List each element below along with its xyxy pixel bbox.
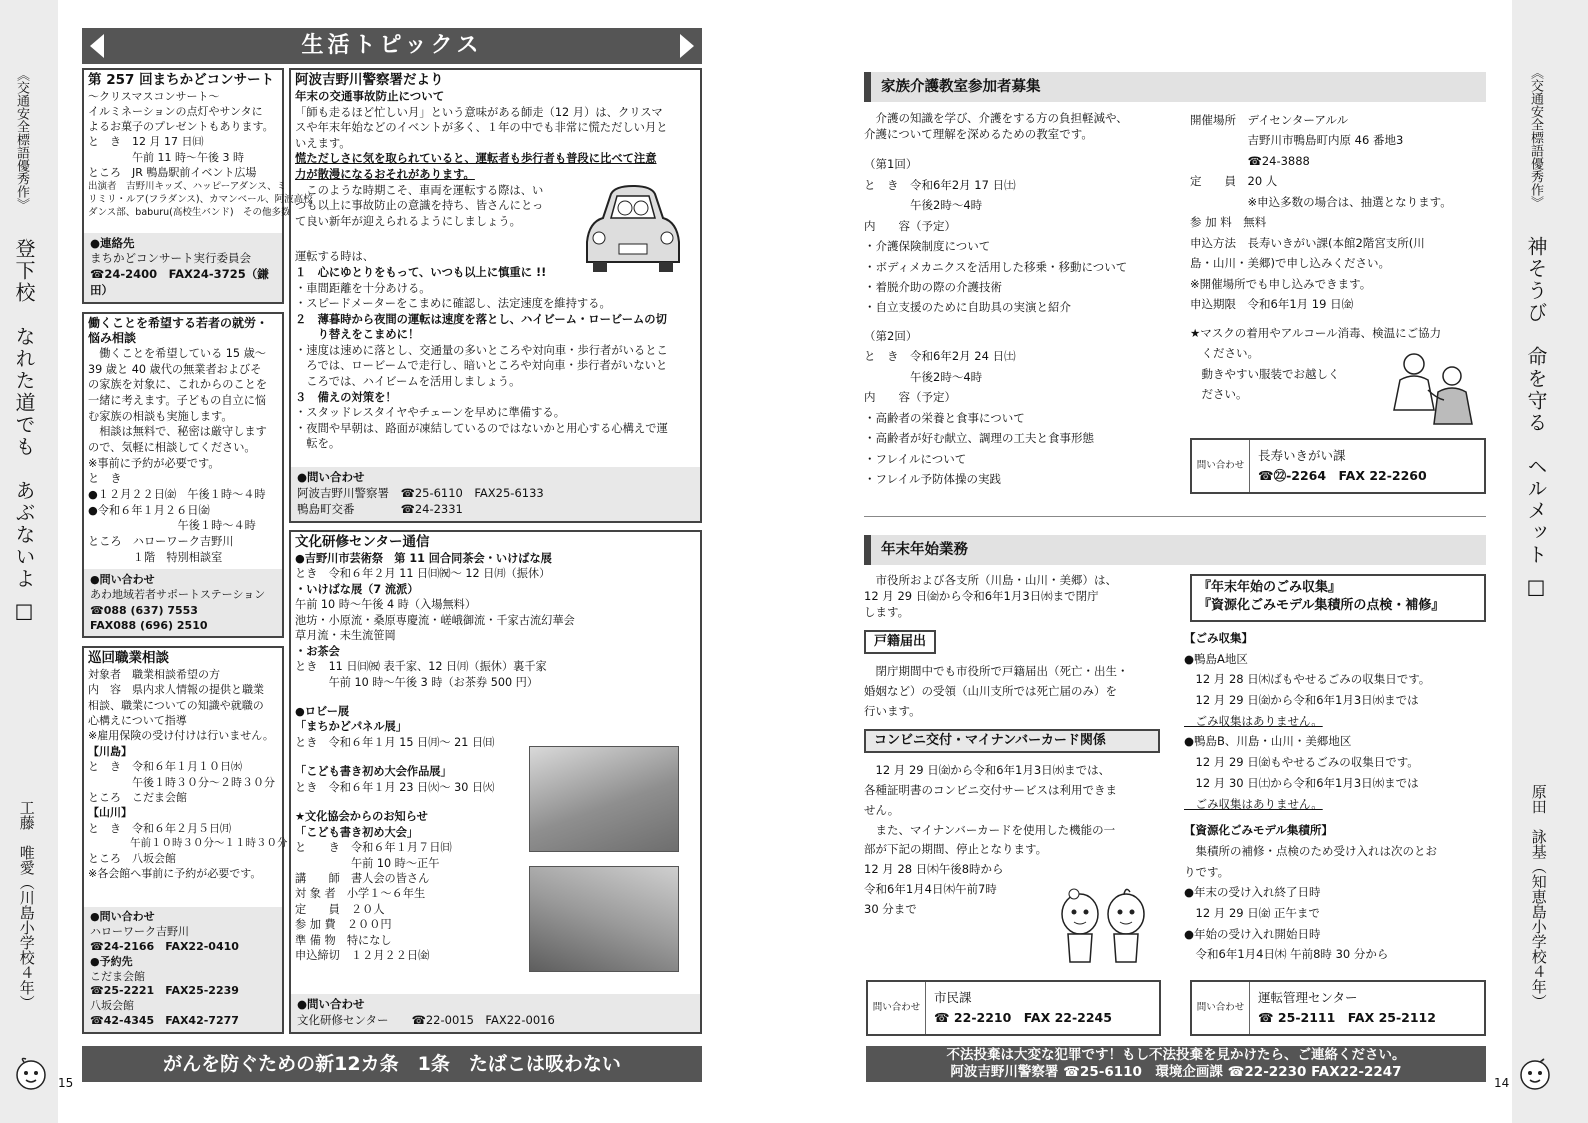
section-banner bbox=[82, 28, 702, 64]
police-line: いえます。 bbox=[295, 136, 351, 150]
job-line: 内 容 県内求人情報の提供と職業 bbox=[88, 683, 264, 697]
koseki-line: 婚姻など）の受領（山川支所では死亡届のみ）を bbox=[864, 684, 1117, 699]
shimin-contact-box bbox=[866, 980, 1161, 1036]
care-detail: 吉野川市鴨島町内原 46 番地3 bbox=[1190, 133, 1404, 148]
gomi-line: 12 月 28 日㈭ばもやせるごみの収集日です。 bbox=[1184, 672, 1431, 687]
right-author: 原田 詠基（知恵島小学校４年） bbox=[1529, 784, 1548, 1009]
care-line: 午後2時～4時 bbox=[864, 198, 983, 213]
conv-line: 12 月 28 日㈭午後8時から bbox=[864, 862, 1004, 877]
culture-line: ●吉野川市芸術祭 第 11 回合同茶会・いけばな展 bbox=[295, 551, 552, 565]
youth-line: む家族の相談も実施します。 bbox=[88, 409, 233, 423]
right-sidebar-title: 《交通安全標語優秀作》 bbox=[1527, 66, 1543, 209]
culture-article bbox=[289, 530, 702, 1034]
car-illustration-icon bbox=[581, 182, 685, 278]
police-point: 運転する時は、 bbox=[295, 250, 375, 264]
section-divider bbox=[864, 516, 1486, 517]
concert-line: リミリ・ルア(フラダンス)、カマンベール、阿波高校 bbox=[88, 194, 313, 206]
job-line: 【山川】 bbox=[88, 806, 132, 820]
care-notice: 動きやすい服装でお越しく bbox=[1190, 366, 1340, 381]
gomi-line: ごみ収集はありません。 bbox=[1184, 796, 1323, 811]
police-point: ころでは、ハイビームを活用しましょう。 bbox=[295, 374, 521, 388]
culture-lobby-line: 対 象 者 小学１～６年生 bbox=[295, 887, 426, 901]
job-article bbox=[82, 646, 288, 1034]
care-line: ・着脱介助の際の介護技術 bbox=[864, 280, 1002, 294]
youth-article bbox=[82, 312, 284, 638]
culture-lobby-line: 参 加 費 ２００円 bbox=[295, 918, 392, 932]
care-detail: 定 員 20 人 bbox=[1190, 174, 1278, 189]
care-detail: ※申込多数の場合は、抽選となります。 bbox=[1190, 194, 1452, 209]
culture-lobby-line: 申込締切 １２月２２日㈮ bbox=[295, 949, 430, 963]
police-point: ・速度は速めに落とし、交通量の多いところや対向車・歩行者がいるとこ bbox=[295, 343, 668, 357]
police-line: つも以上に事故防止の意識を持ち、皆さんにとっ bbox=[295, 199, 544, 213]
culture-lobby-line: ●ロビー展 bbox=[295, 704, 350, 718]
youth-line: ところ ハローワーク吉野川 bbox=[88, 535, 234, 549]
concert-line: ダンス部、baburu(高校生バンド) その他多数 bbox=[88, 207, 291, 219]
gomi-line: 令和6年1月4日㈭ 午前8時 30 分から bbox=[1184, 947, 1389, 962]
care-line: ・高齢者が好む献立、調理の工夫と食事形態 bbox=[864, 431, 1094, 446]
care-notice: ★マスクの着用やアルコール消毒、検温にご協力 bbox=[1190, 325, 1442, 340]
calligraphy-event-photo bbox=[529, 866, 679, 972]
newyear-heading: 年末年始業務 bbox=[864, 535, 1486, 565]
youth-contact: ●問い合わせ あわ地域若者サポートステーション ☎088 (637) 7553 FAX088 (696) 2510 bbox=[84, 569, 282, 636]
police-subtitle: 年末の交通事故防止について bbox=[295, 88, 445, 103]
youth-line: 39 歳と 40 歳代の無業者およびそ bbox=[88, 362, 262, 376]
right-slogan: 神そうび 命を守る ヘルメット □ bbox=[1524, 236, 1548, 601]
conv-line: 各種証明書のコンビニ交付サービスは利用できま bbox=[864, 783, 1117, 798]
conv-line: 30 分まで bbox=[864, 901, 917, 916]
panel-exhibition-photo bbox=[529, 746, 679, 852]
youth-line: 一緒に考えます。子どもの自立に悩 bbox=[88, 394, 267, 408]
culture-contact: ●問い合わせ 文化研修センター ☎22-0015 FAX22-0016 bbox=[291, 994, 700, 1032]
caregiver-illustration-icon bbox=[1378, 350, 1482, 430]
job-line: 心構えについて指導 bbox=[88, 714, 187, 728]
culture-line: 草月流・未生流笹岡 bbox=[295, 629, 396, 643]
culture-lobby-line: 午前 10 時～正午 bbox=[295, 856, 440, 870]
job-line: と き 令和６年２月５日㈪ bbox=[88, 821, 231, 835]
concert-line: と き 12 月 17 日㈰ bbox=[88, 135, 204, 149]
culture-line: とき 令和６年２月 11 日㈰㈷～ 12 日㈪（振休） bbox=[295, 567, 551, 581]
gomi-title-box bbox=[1190, 574, 1486, 622]
police-point: １ 心にゆとりをもって、いつも以上に慎重に !! bbox=[295, 265, 547, 279]
job-line: ところ こだま会館 bbox=[88, 791, 187, 804]
banner-right-arrow-icon bbox=[680, 34, 694, 58]
contact-name: 運転管理センター bbox=[1258, 990, 1358, 1005]
care-left-column bbox=[864, 110, 1174, 500]
banner-title: 生活トピックス bbox=[301, 33, 483, 58]
police-point: 転を。 bbox=[295, 437, 341, 451]
gomi-title-line: 『年末年始のごみ収集』 bbox=[1198, 580, 1342, 595]
care-notice: ださい。 bbox=[1190, 387, 1248, 402]
youth-line: と き bbox=[88, 472, 122, 486]
job-line: と き 令和６年１月１０日㈬ bbox=[88, 760, 242, 774]
police-point: り替えをこまめに！ bbox=[295, 328, 420, 342]
concert-line: 午前 11 時～午後 3 時 bbox=[88, 150, 244, 164]
concert-article bbox=[82, 68, 313, 304]
care-line: 午後2時～4時 bbox=[864, 369, 983, 384]
gomi-line: ●年末の受け入れ終了日時 bbox=[1184, 885, 1321, 900]
conv-line: また、マイナンバーカードを使用した機能の一 bbox=[864, 822, 1116, 837]
contact-name: 市民課 bbox=[934, 990, 972, 1005]
culture-lobby-line: 講 師 書人会の皆さん bbox=[295, 872, 430, 886]
care-line: （第1回） bbox=[864, 157, 918, 172]
contact-phone: ☎ 25-2111 FAX 25-2112 bbox=[1258, 1010, 1436, 1025]
left-sidebar-title: 《交通安全標語優秀作》 bbox=[13, 68, 29, 211]
concert-line: よるお菓子のプレゼントもあります。 bbox=[88, 120, 274, 134]
footer-line: 不法投棄は大変な犯罪です！もし不法投棄を見かけたら、ご連絡ください。 bbox=[946, 1047, 1406, 1063]
police-contact: ●問い合わせ 阿波吉野川警察署 ☎25-6110 FAX25-6133 鴨島町交番 ☎24-2331 bbox=[291, 467, 700, 521]
police-point: ・スタッドレスタイヤやチェーンを早めに準備する。 bbox=[295, 406, 565, 420]
care-detail: 申込期限 令和6年1月 19 日㈮ bbox=[1190, 297, 1354, 312]
contact-phone: ☎㉒-2264 FAX 22-2260 bbox=[1258, 468, 1427, 483]
koseki-line: 行います。 bbox=[864, 703, 921, 718]
concert-line: ～クリスマスコンサート～ bbox=[88, 89, 220, 103]
gomi-line: 集積所の補修・点検のため受け入れは次のとお bbox=[1184, 843, 1437, 858]
unten-contact-box bbox=[1190, 980, 1486, 1036]
gomi-line: 【ごみ収集】 bbox=[1184, 631, 1253, 645]
gomi-line: 【資源化ごみモデル集積所】 bbox=[1184, 823, 1333, 838]
care-line: 介護について理解を深めるための教室です。 bbox=[864, 127, 1093, 142]
left-slogan: 登下校 なれた道でも あぶないよ □ bbox=[12, 238, 36, 625]
police-title: 阿波吉野川警察署だより bbox=[295, 72, 444, 88]
conv-tag: コンビニ交付・マイナンバーカード関係 bbox=[864, 729, 1160, 753]
care-heading: 家族介護教室参加者募集 bbox=[864, 72, 1486, 102]
police-point: ３ 備えの対策を！ bbox=[295, 390, 397, 404]
concert-contact: ●連絡先 まちかどコンサート実行委員会 ☎24-2400 FAX24-3725（鎌田） bbox=[84, 233, 282, 302]
job-line: 午前１０時３０分～１１時３０分 bbox=[88, 837, 288, 850]
culture-lobby-line: 定 員 ２０人 bbox=[295, 902, 385, 916]
care-detail: 開催場所 デイセンターアルル bbox=[1190, 113, 1349, 127]
concert-title: 第 257 回まちかどコンサート bbox=[88, 72, 275, 88]
care-line: 介護の知識を学び、介護をする方の負担軽減や、 bbox=[864, 111, 1128, 125]
care-detail: 島・山川・美郷)で申し込みください。 bbox=[1190, 256, 1390, 271]
newyear-line: します。 bbox=[864, 605, 910, 620]
conv-line: 12 月 29 日㈮から令和6年1月3日㈬までは、 bbox=[864, 763, 1111, 778]
newyear-line: 市役所および各支所（川島・山川・美郷）は、 bbox=[864, 573, 1117, 587]
culture-line: 午前 10 時～午後 4 時（入場無料） bbox=[295, 598, 477, 612]
youth-line: 午後１時～４時 bbox=[88, 519, 256, 533]
mascot-icon bbox=[14, 1055, 48, 1091]
culture-lobby-line: と き 令和６年１月７日㈰ bbox=[295, 841, 452, 855]
job-line: ※雇用保険の受け付けは行いません。 bbox=[88, 729, 274, 743]
police-point: ・スピードメーターをこまめに確認し、法定速度を維持する。 bbox=[295, 297, 611, 311]
youth-line: ●令和６年１月２６日㈮ bbox=[88, 503, 210, 517]
gomi-line: 12 月 29 日㈮ 正午まで bbox=[1184, 905, 1320, 920]
police-line: 「師も走るほど忙しい月」という意味がある師走（12 月）は、クリスマ bbox=[295, 105, 663, 119]
gomi-line: ●鴨島B、川島・山川・美郷地区 bbox=[1184, 734, 1352, 749]
care-detail: 申込方法 長寿いきがい課(本館2階宮支所(川 bbox=[1190, 235, 1425, 250]
culture-line: ・いけばな展（7 流派） bbox=[295, 582, 419, 596]
youth-line: ※事前に予約が必要です。 bbox=[88, 456, 220, 470]
newyear-line: 12 月 29 日㈮から令和6年1月3日㈬まで閉庁 bbox=[864, 589, 1099, 604]
culture-lobby-line: 「こども書き初め大会」 bbox=[295, 825, 419, 839]
concert-line: 出演者 吉野川キッズ、ハッピーアダンス、ミ bbox=[88, 180, 287, 192]
care-notice: ください。 bbox=[1190, 346, 1259, 361]
gomi-line: りです。 bbox=[1184, 864, 1230, 879]
job-contact: ●問い合わせ ハローワーク吉野川 ☎24-2166 FAX22-0410 ●予約先 こだま会館 ☎25-2221 FAX25-2239 八坂会館 ☎42-4345 FAX42-7277 bbox=[84, 907, 282, 1032]
right-sidebar bbox=[1512, 0, 1588, 1123]
care-line: ・自立支援のために自助具の実演と紹介 bbox=[864, 300, 1071, 315]
conv-line: 令和6年1月4日㈭午前7時 bbox=[864, 881, 997, 896]
banner-left-arrow-icon bbox=[90, 34, 104, 58]
job-title: 巡回職業相談 bbox=[88, 650, 169, 666]
contact-label: 問い合わせ bbox=[1192, 440, 1250, 492]
care-line: 内 容（予定） bbox=[864, 390, 956, 405]
gomi-column bbox=[1184, 628, 1486, 968]
youth-line: の家族を対象に、これからのことを bbox=[88, 378, 268, 392]
gomi-title-line: 『資源化ごみモデル集積所の点検・補修』 bbox=[1198, 598, 1445, 614]
police-point: ・夜間や早朝は、路面が凍結しているのではないかと用心する心構えで運 bbox=[295, 421, 668, 435]
youth-title: 働くことを希望する若者の就労・悩み相談 bbox=[88, 316, 269, 345]
job-line: ※各会館へ事前に予約が必要です。 bbox=[88, 867, 262, 881]
gomi-line: ●年始の受け入れ開始日時 bbox=[1184, 926, 1321, 941]
left-sidebar bbox=[0, 0, 58, 1123]
youth-line: １階 特別相談室 bbox=[88, 550, 223, 564]
koseki-tag: 戸籍届出 bbox=[864, 630, 936, 654]
youth-line: ●１２月２２日㈮ 午後１時～４時 bbox=[88, 488, 266, 502]
job-line: 対象者 職業相談希望の方 bbox=[88, 667, 220, 681]
gomi-line: ●鴨島A地区 bbox=[1184, 651, 1248, 666]
left-author: 工藤 唯愛（川島小学校４年） bbox=[17, 800, 36, 1010]
culture-lobby-line: 「まちかどパネル展」 bbox=[295, 720, 407, 734]
right-footer-banner bbox=[866, 1046, 1486, 1082]
police-warning: 力が散漫になるおそれがあります。 bbox=[295, 168, 475, 182]
care-detail: ☎24-3888 bbox=[1190, 153, 1310, 168]
culture-lobby-line: 「こども書き初め大会作品展」 bbox=[295, 765, 452, 779]
police-point: ろでは、ロービームで走行し、暗いところや対向車・歩行者がいないと bbox=[295, 359, 668, 373]
care-line: 内 容（予定） bbox=[864, 218, 956, 233]
footer-line: 阿波吉野川警察署 ☎25-6110 環境企画課 ☎22-2230 FAX22-2247 bbox=[950, 1064, 1402, 1080]
care-contact-box bbox=[1190, 438, 1486, 494]
care-line: ・介護保険制度について bbox=[864, 239, 991, 254]
police-point: ２ 薄暮時から夜間の運転は速度を落とし、ハイビーム・ロービームの切 bbox=[295, 312, 667, 326]
concert-line: イルミネーションの点灯やサンタに bbox=[88, 105, 263, 119]
police-line: スや年末年始などのイベントが多く、１年の中でも非常に慌ただしい月と bbox=[295, 121, 668, 135]
contact-label: 問い合わせ bbox=[868, 982, 926, 1034]
youth-line: ので、気軽に相談してください。 bbox=[88, 441, 256, 455]
mascot-pair-icon bbox=[1054, 884, 1154, 972]
conv-line: 部が下記の期間、停止となります。 bbox=[864, 842, 1048, 857]
culture-line: ・お茶会 bbox=[295, 644, 340, 658]
care-line: ・ボディメカニクスを活用した移乗・移動について bbox=[864, 259, 1128, 274]
care-detail: ※開催場所でも申し込みできます。 bbox=[1190, 276, 1372, 291]
job-line: ところ 八坂会館 bbox=[88, 851, 176, 865]
left-page-number: 15 bbox=[58, 1076, 74, 1090]
koseki-line: 閉庁期間中でも市役所で戸籍届出（死亡・出生・ bbox=[864, 664, 1129, 679]
police-warning: 慌ただしさに気を取られていると、運転者も歩行者も普段に比べて注意 bbox=[295, 152, 657, 166]
culture-lobby-line: とき 令和６年１月 23 日㈫～ 30 日㈫ bbox=[295, 780, 495, 794]
gomi-line: 12 月 29 日㈮から令和6年1月3日㈬までは bbox=[1184, 693, 1419, 708]
job-line: 相談、職業についての知識や就職の bbox=[88, 698, 264, 712]
culture-lobby-line: 準 備 物 特になし bbox=[295, 933, 392, 947]
care-line: ・高齢者の栄養と食事について bbox=[864, 410, 1025, 425]
care-line: （第2回） bbox=[864, 328, 918, 343]
culture-lobby-line: とき 令和６年１月 15 日㈪～ 21 日㈰ bbox=[295, 735, 495, 749]
police-line: て良い新年が迎えられるようにしましょう。 bbox=[295, 214, 521, 228]
job-line: 【川島】 bbox=[88, 744, 132, 758]
youth-line: 相談は無料で、秘密は厳守します bbox=[88, 425, 267, 439]
care-line: と き 令和6年2月 17 日㈯ bbox=[864, 177, 1016, 192]
youth-line: 働くことを希望している 15 歳～ bbox=[88, 347, 266, 360]
right-page-number: 14 bbox=[1494, 1076, 1510, 1090]
culture-lobby-line: ★文化協会からのお知らせ bbox=[295, 810, 428, 824]
conv-line: せん。 bbox=[864, 802, 900, 817]
culture-line: 午前 10 時～午後 3 時（お茶券 500 円） bbox=[295, 675, 539, 689]
contact-label: 問い合わせ bbox=[1192, 982, 1250, 1034]
police-point: ・車間距離を十分あける。 bbox=[295, 281, 431, 295]
culture-title: 文化研修センター通信 bbox=[295, 534, 430, 550]
culture-line: 池坊・小原流・桑原専慶流・嵯峨御流・千家古流幻華会 bbox=[295, 613, 575, 627]
contact-name: 長寿いきがい課 bbox=[1258, 448, 1346, 463]
job-line: 午後１時３０分～２時３０分 bbox=[88, 775, 275, 789]
culture-line: とき 11 日㈰㈷ 表千家、12 日㈪（振休）裏千家 bbox=[295, 660, 547, 674]
police-article bbox=[289, 68, 702, 523]
gomi-line: 12 月 30 日㈯から令和6年1月3日㈬までは bbox=[1184, 775, 1419, 790]
left-footer-banner: がんを防ぐための新12カ条 1条 たばこは吸わない bbox=[82, 1046, 702, 1082]
care-line: ・フレイル予防体操の実践 bbox=[864, 472, 1001, 487]
care-line: ・フレイルについて bbox=[864, 451, 967, 466]
police-line: このような時期こそ、車両を運転する際は、い bbox=[295, 183, 544, 197]
gomi-line: ごみ収集はありません。 bbox=[1184, 713, 1323, 728]
concert-line: ところ JR 鴨島駅前イベント広場 bbox=[88, 165, 257, 179]
care-line: と き 令和6年2月 24 日㈯ bbox=[864, 349, 1016, 364]
care-detail: 参 加 料 無料 bbox=[1190, 215, 1267, 230]
gomi-line: 12 月 29 日㈮もやせるごみの収集日です。 bbox=[1184, 755, 1419, 770]
mascot-icon bbox=[1518, 1055, 1552, 1091]
contact-phone: ☎ 22-2210 FAX 22-2245 bbox=[934, 1010, 1112, 1025]
